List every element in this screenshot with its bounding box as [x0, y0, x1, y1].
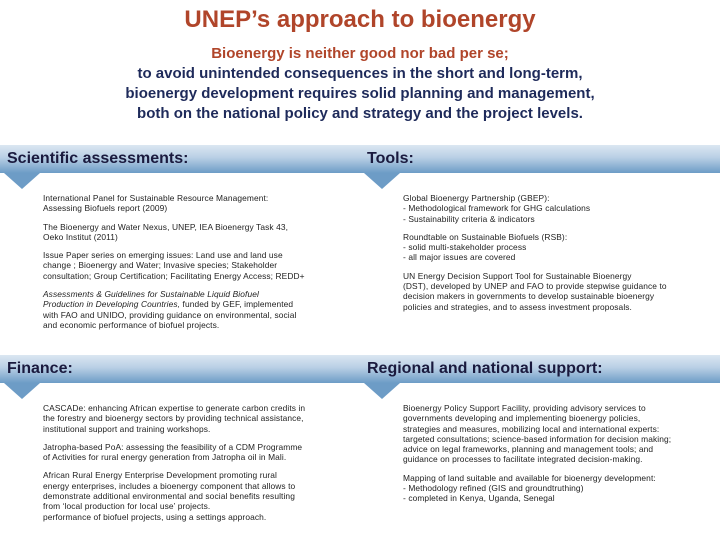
list-item: Global Bioenergy Partnership (GBEP): - Methodological framework for GHG calculations - Sustainability criteria & indicators	[403, 193, 591, 224]
list-item: Assessments & Guidelines for Sustainable Liquid Biofuel Production in Developing Countries, funded by GEF, implemented with FAO and UNIDO, providing guidance on environmental, social and economic performance of biofuel projects.	[43, 289, 297, 330]
page-title: UNEP’s approach to bioenergy	[184, 6, 536, 33]
list-item: Issue Paper series on emerging issues: Land use and land use change ; Bioenergy and Water; Invasive species; Stakeholder consultation; Group Certification; Facilitating Energy Access; REDD+	[43, 250, 305, 281]
list-item: Jatropha-based PoA: assessing the feasibility of a CDM Programme of Activities for rural energy generation from Jatropha oil in Mali.	[43, 441, 303, 463]
list-item: UN Energy Decision Support Tool for Sustainable Bioenergy (DST), developed by UNEP and FAO to provide stepwise guidance to decision makers in governments to develop sustainable bioenergy policies and strategies, and to assess investment proposals.	[403, 270, 667, 312]
heading-regional-national-support: Regional and national support:	[367, 360, 603, 377]
band-notch-left-top	[4, 173, 40, 189]
list-item: The Bioenergy and Water Nexus, UNEP, IEA Bioenergy Task 43, Oeko Institut (2011)	[43, 221, 289, 242]
list-item: CASCADe: enhancing African expertise to generate carbon credits in the forestry and bioenergy sectors by providing technical assistance, institutional support and training workshops.	[43, 403, 306, 434]
scientific-assessments-list	[43, 193, 361, 338]
subtitle	[0, 44, 720, 124]
list-item: Bioenergy Policy Support Facility, providing advisory services to governments developing and implementing bioenergy policies, strategies and measures, mobilizing local and international experts: targeted consultations; science-based information for decision making; advice on legal frameworks, planning and management tools; and guidance on processes to facilitate integrated decision-making.	[403, 403, 672, 465]
subtitle-line-2: to avoid unintended consequences in the short and long-term,	[137, 65, 583, 82]
list-item: African Rural Energy Enterprise Development promoting rural energy enterprises, includes a bioenergy component that allows to demonstrate additional environmental and social benefits resulting from ‘local production for local use’ projects. performance of biofuel projects, using a settings approach.	[43, 470, 296, 522]
list-item: Mapping of land suitable and available for bioenergy development: - Methodology refined (GIS and groundtruthing) - completed in Kenya, Uganda, Senegal	[403, 472, 656, 504]
band-notch-right-top	[364, 173, 400, 189]
subtitle-line-4: both on the national policy and strategy and the project levels.	[137, 105, 583, 122]
list-item: International Panel for Sustainable Resource Management: Assessing Biofuels report (2009)	[43, 193, 269, 214]
section-band-bottom	[0, 355, 720, 383]
heading-scientific-assessments: Scientific assessments:	[7, 150, 189, 167]
regional-support-list	[403, 403, 717, 512]
finance-list	[43, 403, 361, 530]
band-notch-right-bottom	[364, 383, 400, 399]
subtitle-line-3: bioenergy development requires solid planning and management,	[125, 85, 595, 102]
band-notch-left-bottom	[4, 383, 40, 399]
tools-list	[403, 193, 715, 320]
subtitle-line-1: Bioenergy is neither good nor bad per se;	[211, 45, 509, 62]
heading-finance: Finance:	[7, 360, 73, 377]
heading-tools: Tools:	[367, 150, 414, 167]
list-item: Roundtable on Sustainable Biofuels (RSB): - solid multi-stakeholder process - all major issues are covered	[403, 231, 568, 263]
